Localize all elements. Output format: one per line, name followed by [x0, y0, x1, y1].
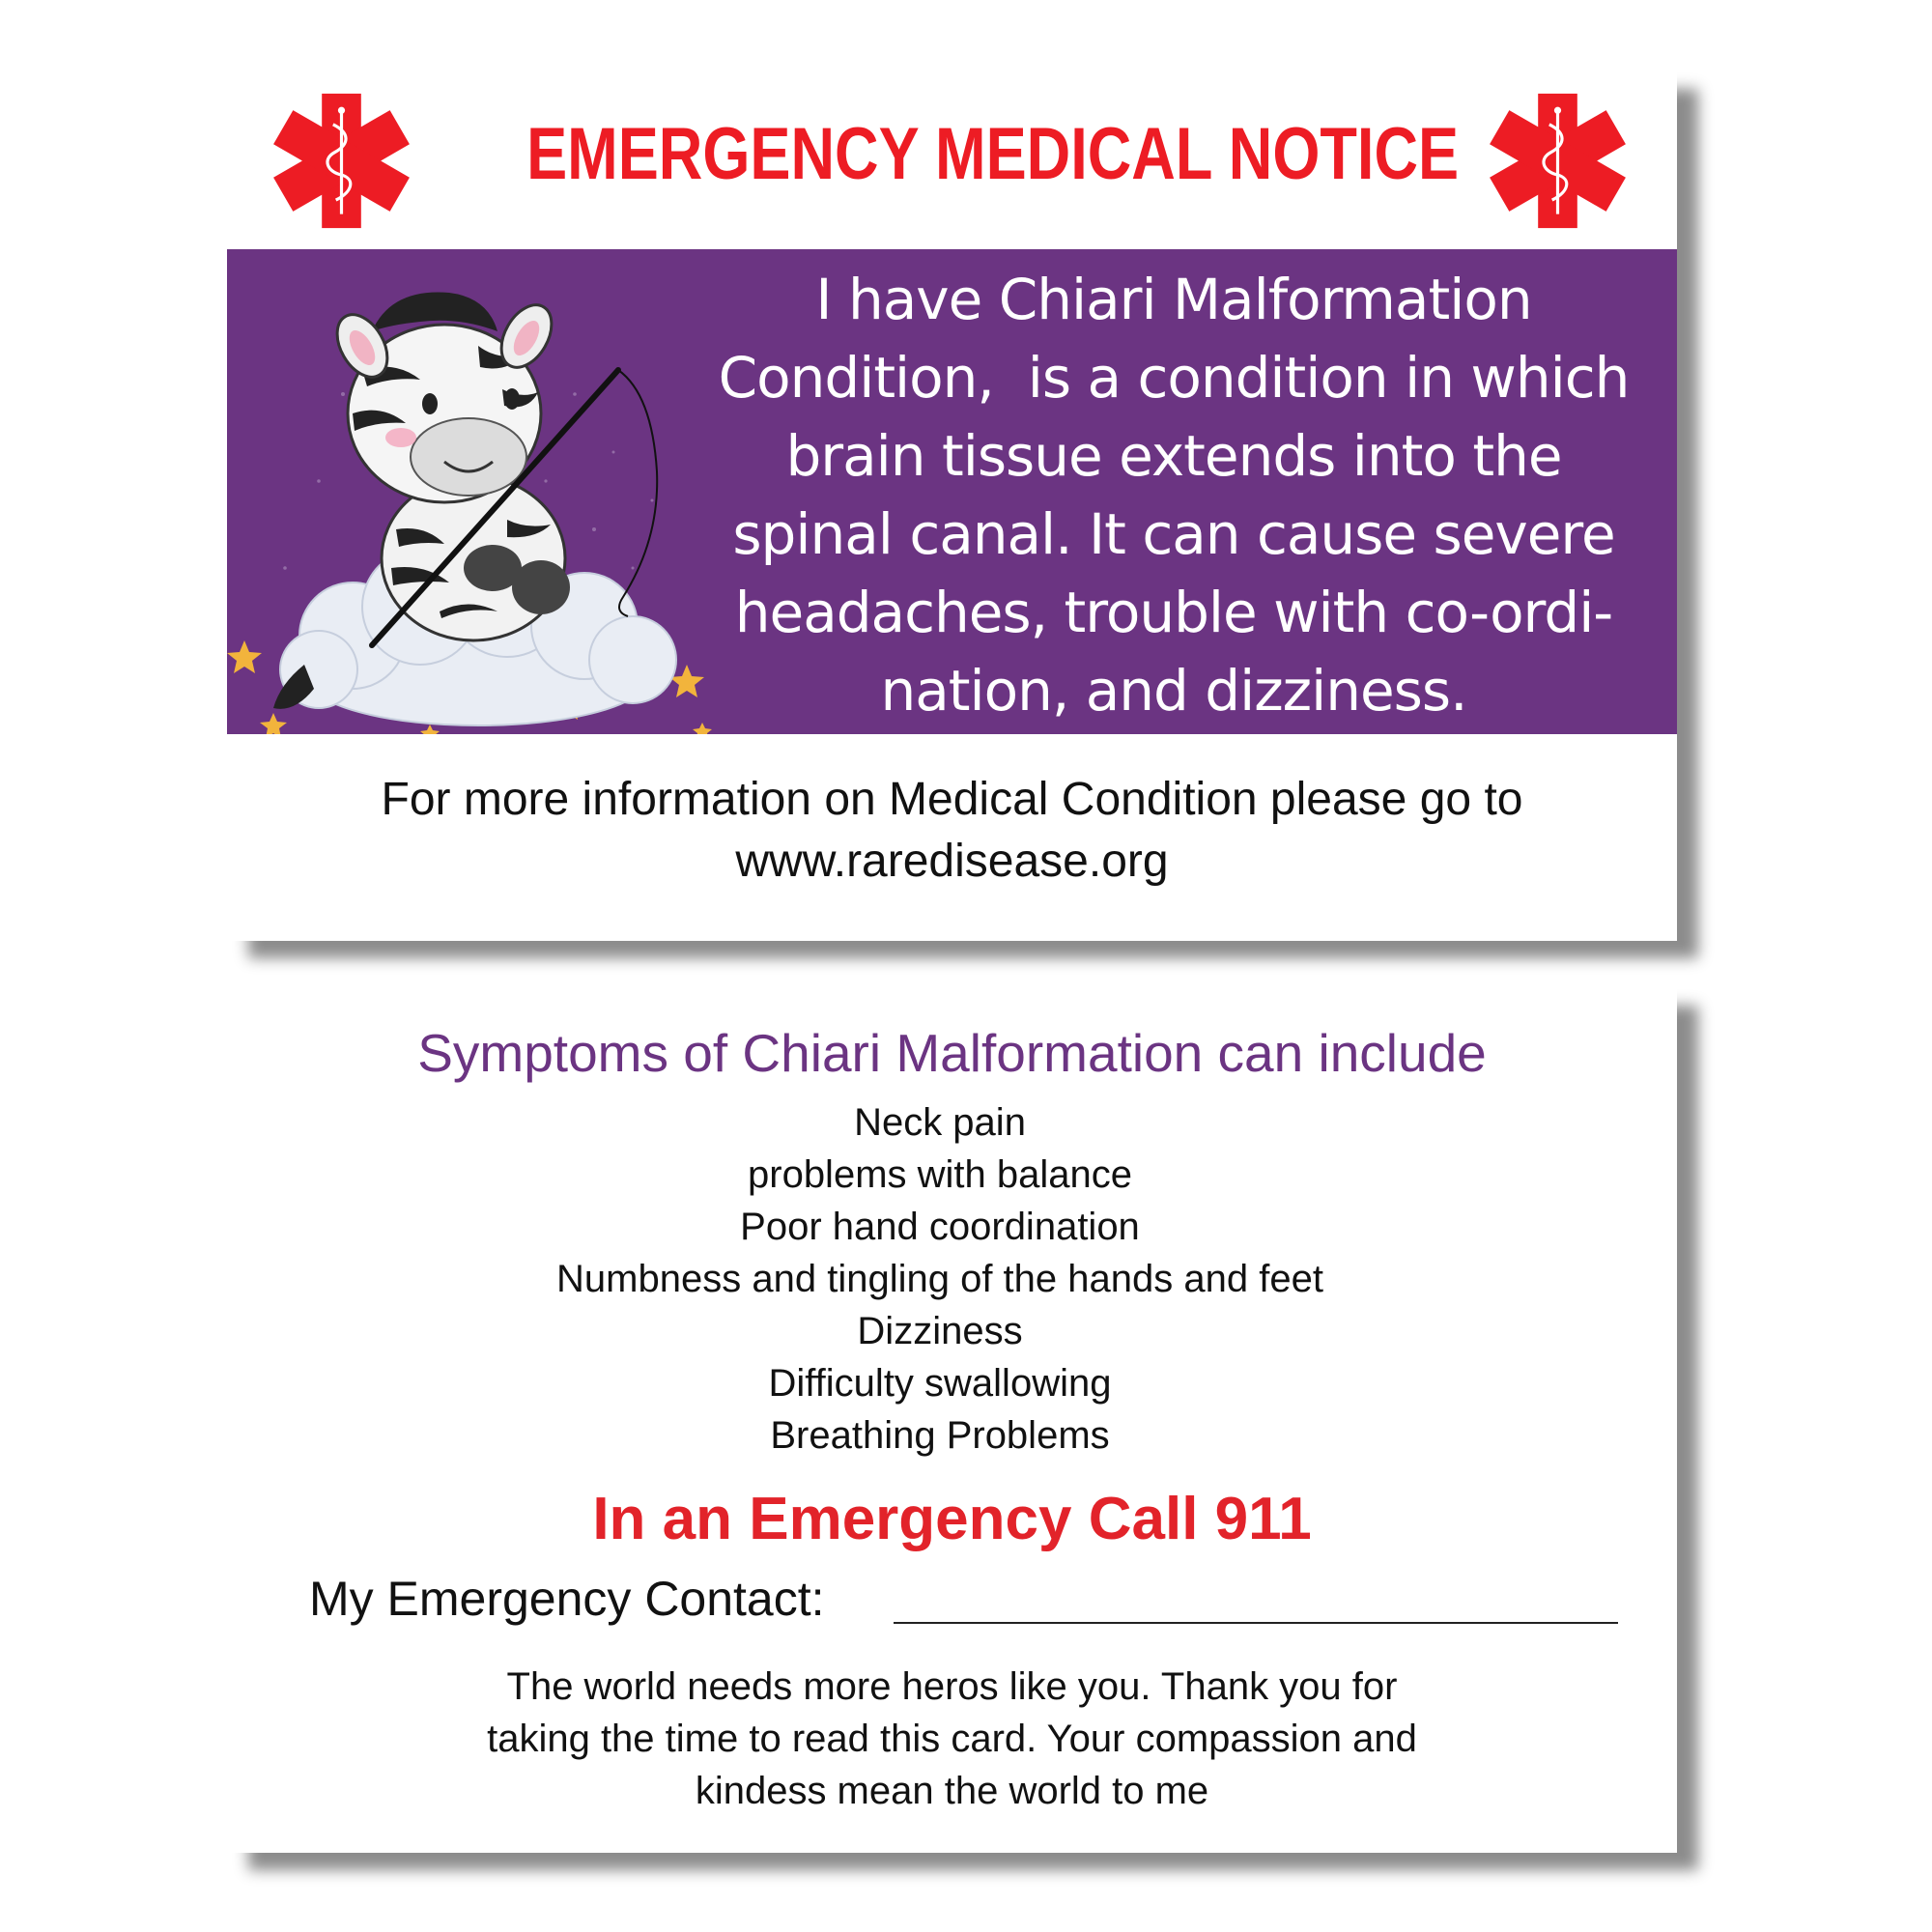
condition-line: headaches, trouble with co-ordi-	[734, 580, 1613, 645]
condition-band	[227, 249, 1677, 734]
emergency-call: In an Emergency Call 911	[592, 1486, 1312, 1552]
emergency-contact-field[interactable]	[894, 1622, 1618, 1624]
star-of-life-icon	[1488, 91, 1628, 231]
symptom-item: Numbness and tingling of the hands and feet	[556, 1258, 1323, 1300]
thanks-line: The world needs more heros like you. Thank you for	[506, 1665, 1398, 1708]
condition-line: Condition, is a condition in which	[718, 345, 1630, 411]
condition-description	[691, 261, 1657, 730]
info-link[interactable]: www.raredisease.org	[735, 836, 1169, 887]
zebra-illustration	[227, 278, 729, 734]
symptom-item: Neck pain	[854, 1101, 1026, 1144]
headline: EMERGENCY MEDICAL NOTICE	[526, 113, 1460, 195]
symptoms-title: Symptoms of Chiari Malformation can include	[417, 1023, 1487, 1083]
card-back	[227, 988, 1677, 1853]
symptom-item: problems with balance	[748, 1153, 1132, 1196]
info-text: For more information on Medical Condition please go to	[381, 774, 1523, 825]
thanks-line: taking the time to read this card. Your compassion and	[487, 1718, 1417, 1760]
symptom-item: Poor hand coordination	[740, 1206, 1140, 1248]
card-front	[227, 71, 1677, 941]
more-info	[227, 769, 1677, 893]
symptom-item: Breathing Problems	[770, 1414, 1110, 1457]
symptom-item: Difficulty swallowing	[768, 1362, 1112, 1405]
symptoms-list	[227, 1096, 1677, 1462]
condition-line: nation, and dizziness.	[880, 658, 1467, 724]
emergency-contact-label: My Emergency Contact:	[309, 1572, 825, 1626]
star-of-life-icon	[271, 91, 412, 231]
thanks-line: kindess mean the world to me	[695, 1770, 1209, 1812]
symptom-item: Dizziness	[857, 1310, 1023, 1352]
condition-line: spinal canal. It can cause severe	[732, 501, 1615, 567]
thank-you-message	[227, 1661, 1677, 1817]
condition-line: brain tissue extends into the	[785, 423, 1562, 489]
condition-line: I have Chiari Malformation	[815, 267, 1532, 332]
